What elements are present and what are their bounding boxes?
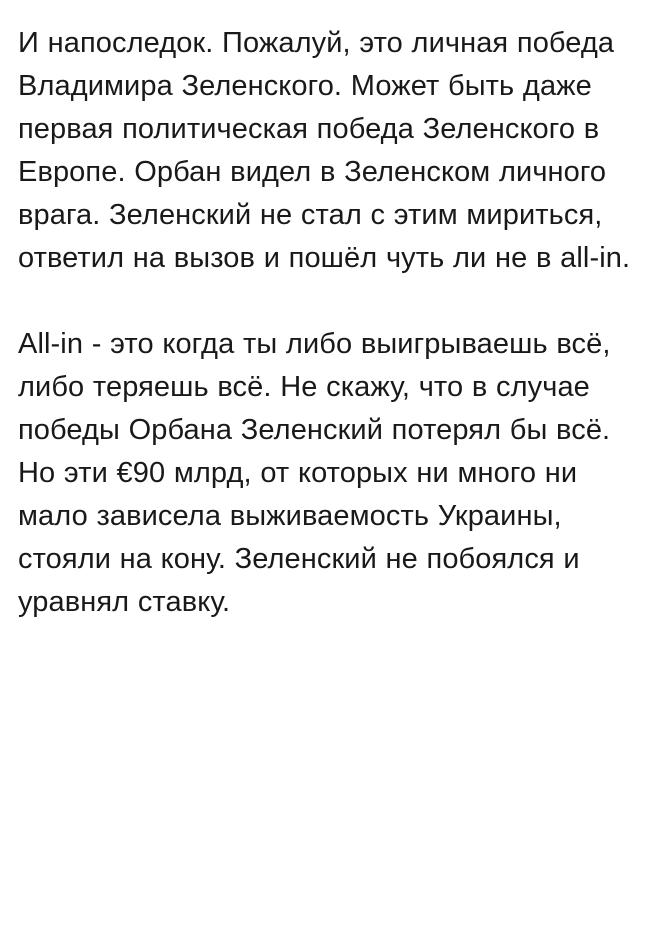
paragraph-2: All-in - это когда ты либо выигрываешь всё, либо теряешь всё. Не скажу, что в случае победы Орбана Зеленский потерял бы всё. Но эти €90 млрд, от которых ни много ни мало зависела выживаемость Украины, стояли на кону. Зеленский не побоялся и уравнял ставку. [18, 328, 620, 618]
paragraph-1: И напоследок. Пожалуй, это личная победа Владимира Зеленского. Может быть даже первая политическая победа Зеленского в Европе. Орбан видел в Зеленском личного врага. Зеленский не стал с этим мириться, ответил на вызов и пошёл чуть ли не в all-in. [18, 27, 631, 274]
